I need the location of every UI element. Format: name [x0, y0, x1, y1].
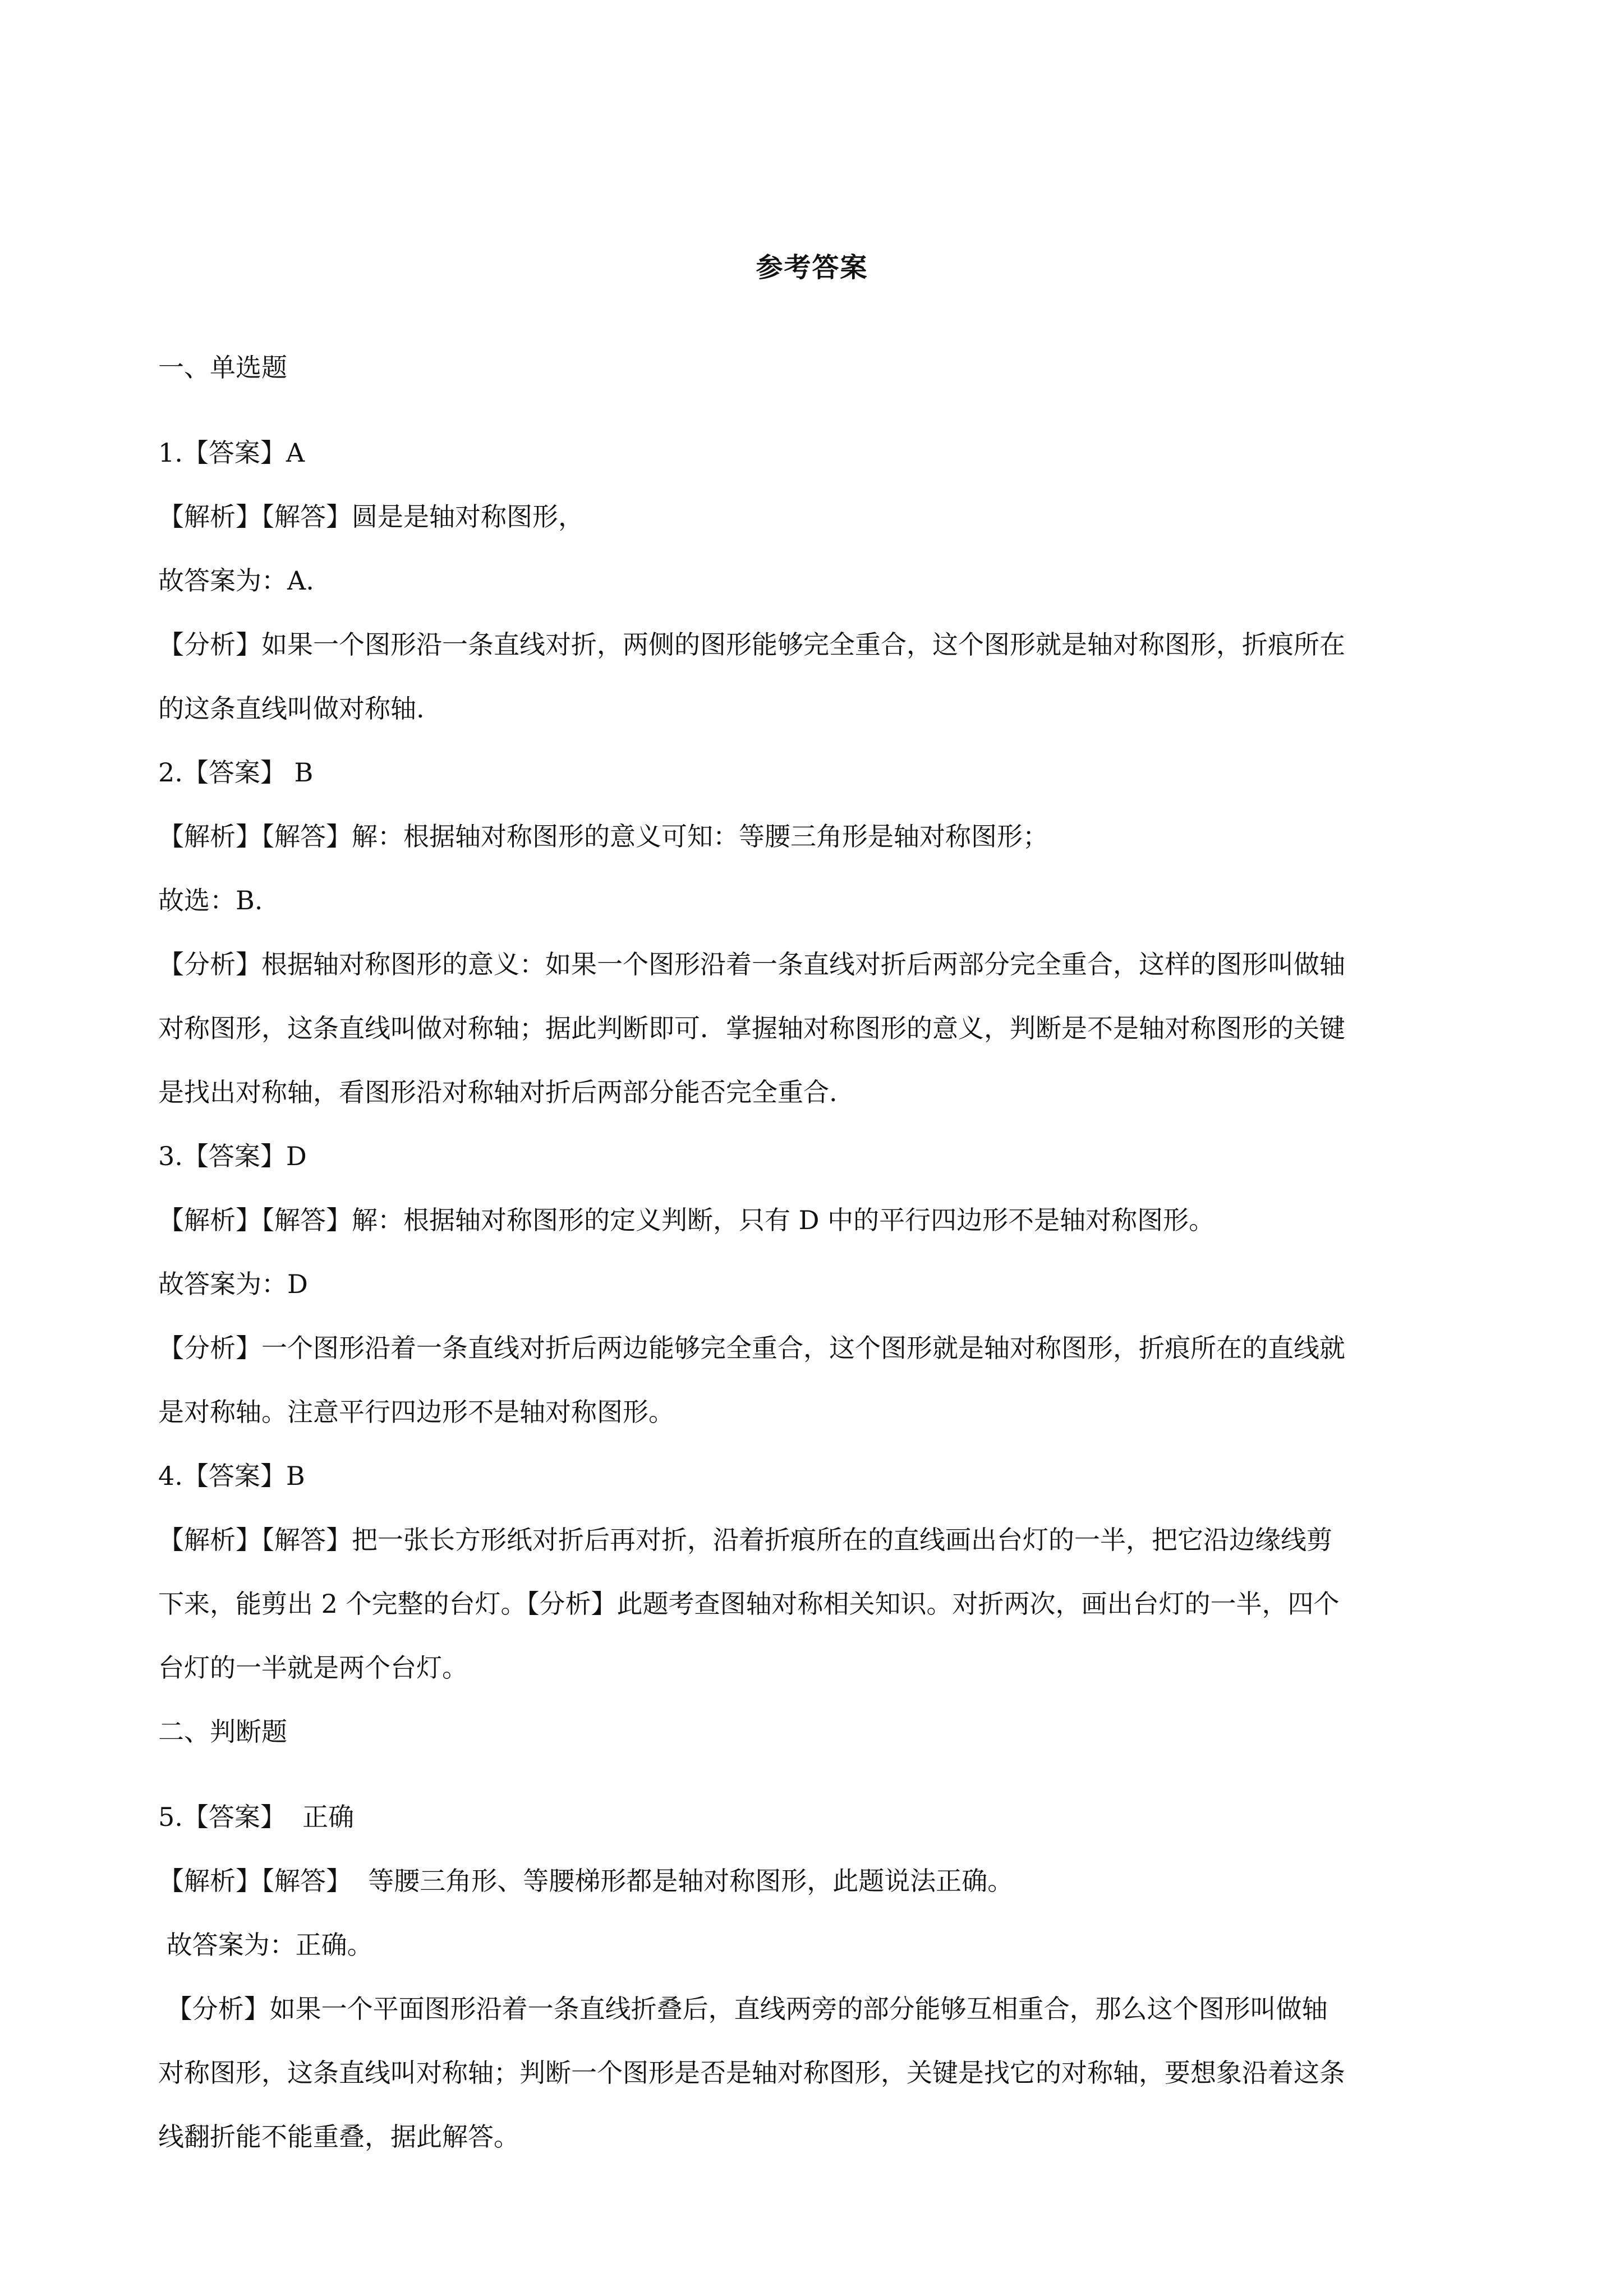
q3-note-line: 是对称轴。注意平行四边形不是轴对称图形。: [158, 1397, 674, 1427]
q2-note-line: 对称图形，这条直线叫做对称轴；据此判断即可．掌握轴对称图形的意义，判断是不是轴对称图形的关键: [158, 1013, 1345, 1043]
q5-note-line: 对称图形，这条直线叫对称轴；判断一个图形是否是轴对称图形，关键是找它的对称轴，要想象沿着这条: [158, 2058, 1345, 2088]
answer-content: [158, 335, 1471, 2169]
section-heading-true-false: 二、判断题: [158, 1717, 287, 1747]
q5-analysis: 【解析】【解答】 等腰三角形、等腰梯形都是轴对称图形，此题说法正确。: [158, 1866, 1014, 1896]
section-heading-single-choice: 一、单选题: [158, 352, 287, 383]
q5-answer: 5.【答案】 正确: [158, 1802, 355, 1832]
q5-note-line: 【分析】如果一个平面图形沿着一条直线折叠后，直线两旁的部分能够互相重合，那么这个图形叫做轴: [158, 1994, 1328, 2024]
q1-conclusion: 故答案为：A.: [158, 565, 314, 596]
q2-note-line: 【分析】根据轴对称图形的意义：如果一个图形沿着一条直线对折后两部分完全重合，这样的图形叫做轴: [158, 949, 1345, 979]
q2-conclusion: 故选：B.: [158, 885, 263, 915]
q2-answer: 2.【答案】 B: [158, 757, 314, 788]
page-title: 参考答案: [756, 252, 868, 283]
q3-note-line: 【分析】一个图形沿着一条直线对折后两边能够完全重合，这个图形就是轴对称图形，折痕所在的直线就: [158, 1333, 1345, 1363]
q4-analysis-line: 下来，能剪出 2 个完整的台灯。【分析】此题考查图轴对称相关知识。对折两次，画出台灯的一半，四个: [158, 1589, 1340, 1619]
q1-note-line: 的这条直线叫做对称轴.: [158, 693, 425, 724]
q4-answer: 4.【答案】B: [158, 1461, 305, 1491]
q4-analysis-line: 台灯的一半就是两个台灯。: [158, 1653, 468, 1683]
q1-note-line: 【分析】如果一个图形沿一条直线对折，两侧的图形能够完全重合，这个图形就是轴对称图形，折痕所在: [158, 629, 1345, 660]
q3-answer: 3.【答案】D: [158, 1141, 307, 1171]
q3-analysis: 【解析】【解答】解：根据轴对称图形的定义判断，只有 D 中的平行四边形不是轴对称图形。: [158, 1205, 1215, 1235]
q5-note-line: 线翻折能不能重叠，据此解答。: [158, 2122, 519, 2152]
q2-note-line: 是找出对称轴，看图形沿对称轴对折后两部分能否完全重合.: [158, 1077, 838, 1107]
q3-conclusion: 故答案为：D: [158, 1269, 308, 1299]
q1-analysis: 【解析】【解答】圆是是轴对称图形，: [158, 501, 584, 532]
q4-analysis-line: 【解析】【解答】把一张长方形纸对折后再对折，沿着折痕所在的直线画出台灯的一半，把它沿边缘线剪: [158, 1525, 1332, 1555]
q2-analysis: 【解析】【解答】解：根据轴对称图形的意义可知：等腰三角形是轴对称图形；: [158, 821, 1048, 852]
q5-conclusion: 故答案为：正确。: [158, 1930, 373, 1960]
q1-answer: 1.【答案】A: [158, 438, 305, 468]
